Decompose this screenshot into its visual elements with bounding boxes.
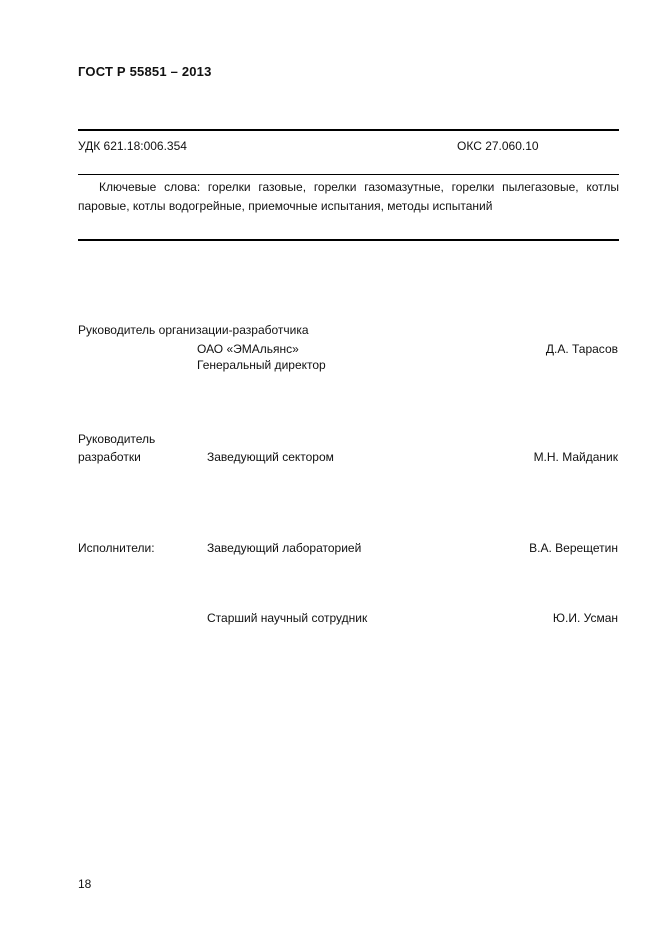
thin-rule <box>78 174 619 175</box>
dev-head-position: Заведующий сектором <box>207 450 334 464</box>
performer-name: В.А. Верещетин <box>529 541 618 555</box>
org-name: ОАО «ЭМАльянс» <box>197 342 299 356</box>
top-thick-rule <box>78 129 619 131</box>
dev-head-role-label-line2: разработки <box>78 450 141 464</box>
dev-head-name: М.Н. Майданик <box>533 450 618 464</box>
performer-position: Заведующий лабораторией <box>207 541 362 555</box>
org-head-role-label: Руководитель организации-разработчика <box>78 323 309 337</box>
org-head-position: Генеральный директор <box>197 358 326 372</box>
performer-position: Старший научный сотрудник <box>207 611 368 625</box>
performer-name: Ю.И. Усман <box>552 611 618 625</box>
bottom-thick-rule <box>78 239 619 241</box>
dev-head-role-label-line1: Руководитель <box>78 432 156 446</box>
performers-label: Исполнители: <box>78 541 155 555</box>
standard-designation: ГОСТ Р 55851 – 2013 <box>78 64 212 79</box>
oks-code: ОКС 27.060.10 <box>457 139 539 153</box>
keywords-paragraph: Ключевые слова: горелки газовые, горелки газомазутные, горелки пылегазовые, котлы паровые, котлы водогрейные, приемочные испытания, методы испытаний <box>78 180 619 213</box>
page-number: 18 <box>78 877 92 891</box>
org-head-name: Д.А. Тарасов <box>545 342 618 356</box>
udk-code: УДК 621.18:006.354 <box>78 139 187 153</box>
